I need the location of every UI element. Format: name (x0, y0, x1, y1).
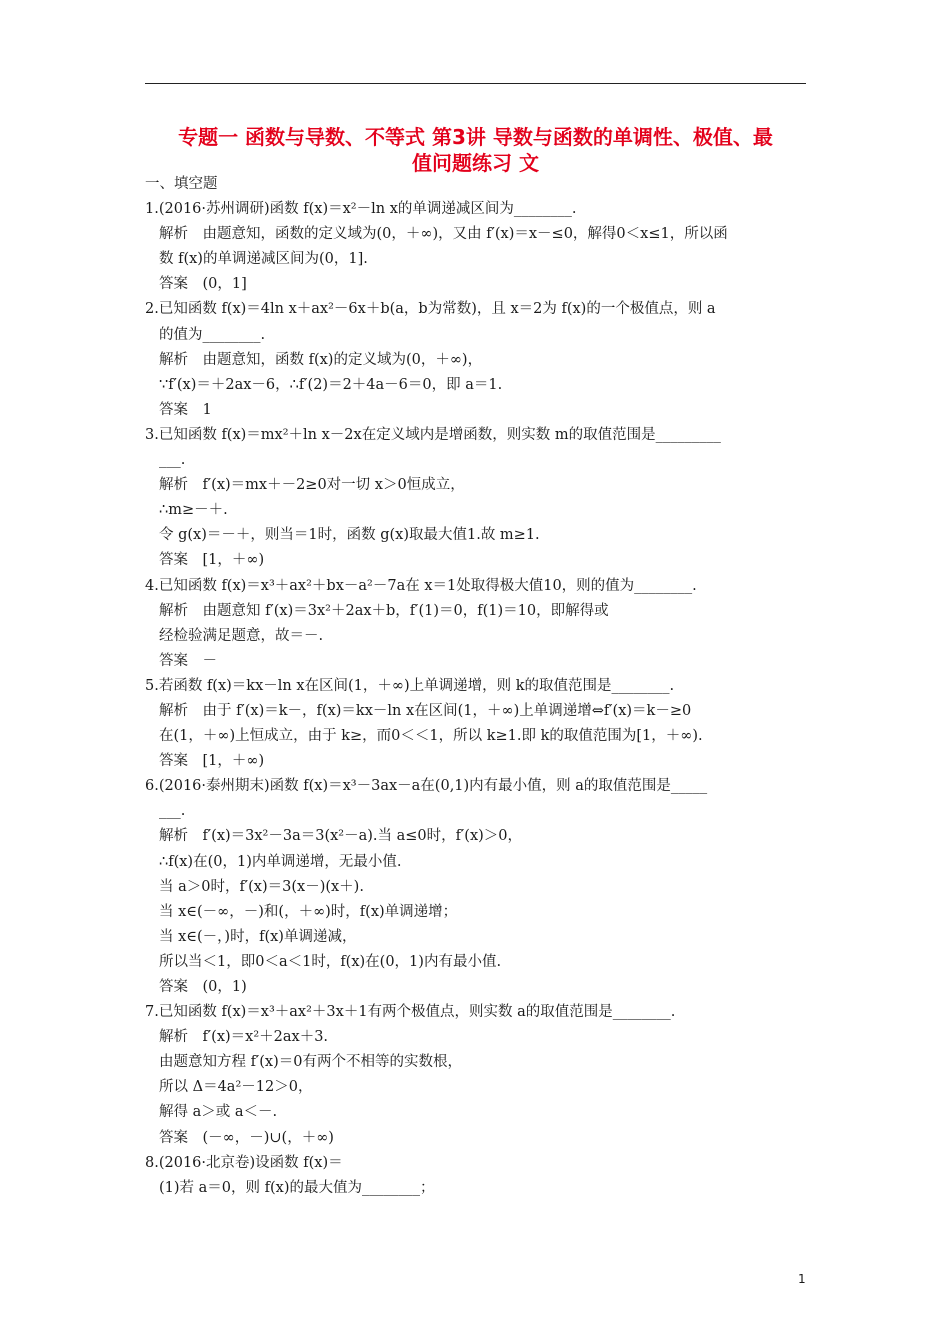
text-line: 解析 f′(x)＝x²＋2ax＋3. (159, 1029, 329, 1046)
text-line: 5.若函数 f(x)＝kx－ln x在区间(1，＋∞)上单调递增，则 k的取值范围是________. (145, 677, 675, 694)
text-line: 3.已知函数 f(x)＝mx²＋ln x－2x在定义域内是增函数，则实数 m的取值范围是_________ (145, 426, 721, 443)
text-line: 一、填空题 (145, 176, 218, 192)
text-line: ∴m≥－＋. (159, 502, 228, 519)
text-line: 所以 Δ＝4a²－12＞0， (159, 1079, 313, 1096)
text-line: 答案 1 (159, 401, 212, 418)
text-line: (1)若 a＝0，则 f(x)的最大值为________； (159, 1179, 435, 1196)
text-line: 解得 a＞或 a＜－. (159, 1104, 278, 1121)
text-line: 8.(2016·北京卷)设函数 f(x)＝ (145, 1154, 343, 1171)
text-line: 令 g(x)＝－＋，则当＝1时，函数 g(x)取最大值1.故 m≥1. (159, 527, 540, 544)
text-line: 7.已知函数 f(x)＝x³＋ax²＋3x＋1有两个极值点，则实数 a的取值范围是________. (145, 1004, 676, 1021)
text-line: 解析 由题意知 f′(x)＝3x²＋2ax＋b，f′(1)＝0，f(1)＝10，即解得或 (159, 602, 609, 619)
text-line: 答案 [1，＋∞) (159, 552, 265, 569)
header-rule (145, 83, 806, 84)
document-body (145, 172, 815, 1201)
text-line: 答案 [1，＋∞) (159, 753, 265, 770)
text-line: 解析 f′(x)＝3x²－3a＝3(x²－a).当 a≤0时，f′(x)＞0， (159, 828, 523, 845)
text-line: 当 a＞0时，f′(x)＝3(x－)(x＋). (159, 878, 364, 895)
text-line: 6.(2016·泰州期末)函数 f(x)＝x³－3ax－a在(0,1)内有最小值，则 a的取值范围是_____ (145, 778, 708, 795)
text-line: ∴f(x)在(0，1)内单调递增，无最小值. (159, 853, 402, 870)
text-line: 解析 由题意知，函数的定义域为(0，＋∞)，又由 f′(x)＝x－≤0，解得0＜x≤1，所以函 (159, 226, 728, 243)
text-line: 答案 (0，1) (159, 979, 247, 995)
page-title (145, 124, 806, 176)
text-line: 在(1，＋∞)上恒成立，由于 k≥，而0＜＜1，所以 k≥1.即 k的取值范围为[1，＋∞). (159, 728, 703, 745)
text-line: 解析 f′(x)＝mx＋－2≥0对一切 x＞0恒成立， (159, 477, 465, 494)
text-line: ___. (159, 452, 186, 469)
text-line: 当 x∈(－，)时，f(x)单调递减， (159, 928, 357, 945)
text-line: 2.已知函数 f(x)＝4ln x＋ax²－6x＋b(a，b为常数)，且 x＝2为 f(x)的一个极值点，则 a (145, 301, 716, 318)
title-line-2: 值问题练习 文 (412, 151, 539, 175)
text-line: 1.(2016·苏州调研)函数 f(x)＝x²－ln x的单调递减区间为________. (145, 201, 577, 218)
text-line: 数 f(x)的单调递减区间为(0，1]. (159, 251, 368, 268)
page-number: 1 (798, 1272, 806, 1286)
text-line: 当 x∈(－∞，－)和(，＋∞)时，f(x)单调递增； (159, 903, 458, 920)
text-line: 经检验满足题意，故＝－. (159, 627, 324, 644)
text-line: 所以当＜1，即0＜a＜1时，f(x)在(0，1)内有最小值. (159, 953, 502, 970)
text-line: 解析 由题意知，函数 f(x)的定义域为(0，＋∞)， (159, 351, 483, 368)
title-line-1: 专题一 函数与导数、不等式 第3讲 导数与函数的单调性、极值、最 (178, 125, 773, 149)
text-line: 的值为________. (159, 326, 266, 343)
text-line: 答案 (－∞，－)∪(，＋∞) (159, 1129, 334, 1146)
text-line: 由题意知方程 f′(x)＝0有两个不相等的实数根， (159, 1054, 462, 1071)
text-line: 解析 由于 f′(x)＝k－，f(x)＝kx－ln x在区间(1，＋∞)上单调递增⇔f′(x)＝k－≥0 (159, 702, 692, 719)
text-line: ∵f′(x)＝＋2ax－6，∴f′(2)＝2＋4a－6＝0，即 a＝1. (159, 376, 503, 393)
text-line: 4.已知函数 f(x)＝x³＋ax²＋bx－a²－7a在 x＝1处取得极大值10，则的值为________. (145, 577, 697, 594)
text-line: ___. (159, 803, 186, 820)
text-line: 答案 － (159, 652, 217, 669)
text-line: 答案 (0，1] (159, 276, 247, 293)
